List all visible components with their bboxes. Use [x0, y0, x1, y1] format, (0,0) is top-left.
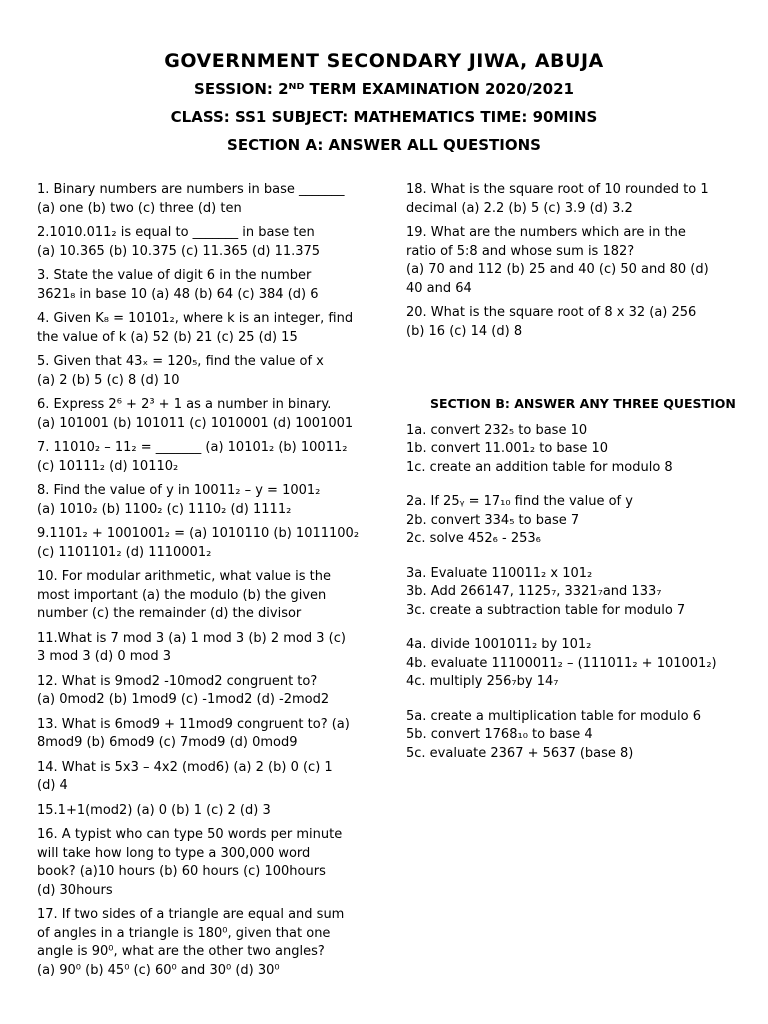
left-column [37, 181, 367, 986]
question-item-line: 15.1+1(mod2) (a) 0 (b) 1 (c) 2 (d) 3 [37, 802, 271, 818]
question-item-line: (a) 101001 (b) 101011 (c) 1010001 (d) 1001001 [37, 415, 354, 431]
question-item-line: 11.What is 7 mod 3 (a) 1 mod 3 (b) 2 mod 3 (c) [37, 630, 346, 646]
section-b-question-group [406, 636, 736, 692]
question-item [37, 826, 367, 900]
section-b-question-group-line: 5c. evaluate 2367 + 5637 (base 8) [406, 745, 634, 761]
section-b-question-group-line: 1c. create an addition table for modulo 8 [406, 459, 673, 475]
section-b-question-group-line: 2a. If 25ᵧ = 17₁₀ find the value of y [406, 494, 633, 509]
section-b-heading: SECTION B: ANSWER ANY THREE QUESTION [430, 396, 736, 411]
question-item-line: 7. 11010₂ – 11₂ = _______ (a) 10101₂ (b) 10011₂ [37, 440, 348, 455]
question-item [37, 439, 367, 476]
class-subject-line: CLASS: SS1 SUBJECT: MATHEMATICS TIME: 90MINS [170, 108, 598, 126]
question-item-line: 6. Express 2⁶ + 2³ + 1 as a number in binary. [37, 397, 332, 412]
question-item [37, 630, 367, 667]
question-item-line: 5. Given that 43ₓ = 120₅, find the value of x [37, 354, 324, 369]
section-a-heading: SECTION A: ANSWER ALL QUESTIONS [227, 136, 541, 154]
section-b-question-group-line: 4a. divide 1001011₂ by 101₂ [406, 637, 592, 652]
question-item-line: 40 and 64 [406, 280, 472, 296]
question-item-line: (a) 1010₂ (b) 1100₂ (c) 1110₂ (d) 1111₂ [37, 501, 292, 517]
section-b-question-group [406, 708, 736, 764]
question-item-line: 3621₈ in base 10 (a) 48 (b) 64 (c) 384 (d) 6 [37, 286, 319, 302]
section-b-question-group-line: 3c. create a subtraction table for modulo 7 [406, 602, 686, 618]
question-item-line: 2.1010.011₂ is equal to _______ in base ten [37, 225, 315, 240]
question-item-line: (c) 1101101₂ (d) 1110001₂ [37, 544, 212, 560]
question-item-line: (a) one (b) two (c) three (d) ten [37, 200, 242, 216]
question-item-line: the value of k (a) 52 (b) 21 (c) 25 (d) 15 [37, 329, 298, 345]
question-item-line: (a) 0mod2 (b) 1mod9 (c) -1mod2 (d) -2mod2 [37, 692, 330, 707]
section-b-question-group [406, 493, 736, 549]
question-item [37, 716, 367, 753]
question-item-line: 4. Given K₈ = 10101₂, where k is an integer, find [37, 311, 354, 326]
question-item-line: 8mod9 (b) 6mod9 (c) 7mod9 (d) 0mod9 [37, 735, 298, 750]
question-item-line: (c) 10111₂ (d) 10110₂ [37, 458, 179, 474]
question-item-line: book? (a)10 hours (b) 60 hours (c) 100hours [37, 864, 326, 879]
question-item-line: (a) 70 and 112 (b) 25 and 40 (c) 50 and 80 (d) [406, 262, 709, 277]
question-item [37, 224, 367, 261]
question-item [37, 482, 367, 519]
section-b-question-group-line: 2b. convert 334₅ to base 7 [406, 512, 580, 528]
question-item-line: 14. What is 5x3 – 4x2 (mod6) (a) 2 (b) 0 (c) 1 [37, 759, 333, 775]
question-item [37, 353, 367, 390]
question-item [37, 568, 367, 624]
section-b-question-group-line: 5b. convert 1768₁₀ to base 4 [406, 727, 593, 742]
right-column [406, 181, 736, 779]
question-item-line: ratio of 5:8 and whose sum is 182? [406, 243, 635, 259]
question-item-line: 13. What is 6mod9 + 11mod9 congruent to? (a) [37, 716, 350, 732]
session-line: SESSION: 2ᴺᴰ TERM EXAMINATION 2020/2021 [194, 80, 574, 98]
question-item-line: 1. Binary numbers are numbers in base _______ [37, 182, 345, 197]
question-item [37, 802, 367, 821]
section-b-question-group [406, 565, 736, 621]
question-item [37, 267, 367, 304]
question-item [37, 759, 367, 796]
question-item [406, 181, 736, 218]
question-item-line: angle is 90⁰, what are the other two angles? [37, 944, 325, 959]
section-b-question-group-line: 4c. multiply 256₇by 14₇ [406, 674, 559, 689]
section-b-question-group-line: 3a. Evaluate 110011₂ x 101₂ [406, 565, 593, 581]
question-item [37, 906, 367, 980]
question-item [37, 181, 367, 218]
section-b-question-group-line: 3b. Add 266147, 1125₇, 3321₇and 133₇ [406, 584, 662, 599]
question-item [37, 525, 367, 562]
question-item-line: (d) 30hours [37, 882, 113, 898]
section-b-question-group [406, 422, 736, 478]
section-b-question-group-line: 1a. convert 232₅ to base 10 [406, 422, 588, 438]
question-item [37, 310, 367, 347]
section-b-question-group-line: 2c. solve 452₆ - 253₆ [406, 531, 541, 546]
school-title: GOVERNMENT SECONDARY JIWA, ABUJA [164, 50, 604, 72]
question-item-line: 20. What is the square root of 8 x 32 (a) 256 [406, 305, 697, 320]
question-item-line: will take how long to type a 300,000 word [37, 845, 311, 861]
question-item [406, 304, 736, 341]
question-item-line: 3. State the value of digit 6 in the number [37, 268, 312, 283]
question-item [37, 396, 367, 433]
question-item-line: 10. For modular arithmetic, what value is the [37, 569, 332, 584]
question-item-line: (a) 90⁰ (b) 45⁰ (c) 60⁰ and 30⁰ (d) 30⁰ [37, 962, 280, 978]
question-item [406, 224, 736, 298]
section-b-question-group-line: 1b. convert 11.001₂ to base 10 [406, 441, 609, 456]
question-item-line: 3 mod 3 (d) 0 mod 3 [37, 649, 172, 664]
question-item-line: most important (a) the modulo (b) the given [37, 587, 327, 603]
question-item-line: 16. A typist who can type 50 words per minute [37, 827, 343, 842]
section-b-question-group-line: 5a. create a multiplication table for modulo 6 [406, 708, 701, 724]
question-item-line: number (c) the remainder (d) the divisor [37, 606, 302, 621]
question-item [37, 673, 367, 710]
question-item-line: (a) 10.365 (b) 10.375 (c) 11.365 (d) 11.375 [37, 243, 321, 259]
question-item-line: 18. What is the square root of 10 rounded to 1 [406, 182, 709, 197]
question-item-line: of angles in a triangle is 180⁰, given that one [37, 925, 331, 941]
question-item-line: decimal (a) 2.2 (b) 5 (c) 3.9 (d) 3.2 [406, 200, 633, 216]
question-item-line: 12. What is 9mod2 -10mod2 congruent to? [37, 673, 318, 689]
question-item-line: 17. If two sides of a triangle are equal and sum [37, 907, 345, 922]
question-item-line: (d) 4 [37, 778, 68, 793]
question-item-line: 8. Find the value of y in 10011₂ – y = 1001₂ [37, 483, 321, 498]
question-item-line: (a) 2 (b) 5 (c) 8 (d) 10 [37, 372, 180, 388]
question-item-line: 9.1101₂ + 1001001₂ = (a) 1010110 (b) 1011100₂ [37, 526, 360, 541]
question-item-line: (b) 16 (c) 14 (d) 8 [406, 323, 523, 339]
section-b-question-group-line: 4b. evaluate 11100011₂ – (111011₂ + 101001₂) [406, 655, 717, 671]
question-item-line: 19. What are the numbers which are in the [406, 225, 686, 240]
